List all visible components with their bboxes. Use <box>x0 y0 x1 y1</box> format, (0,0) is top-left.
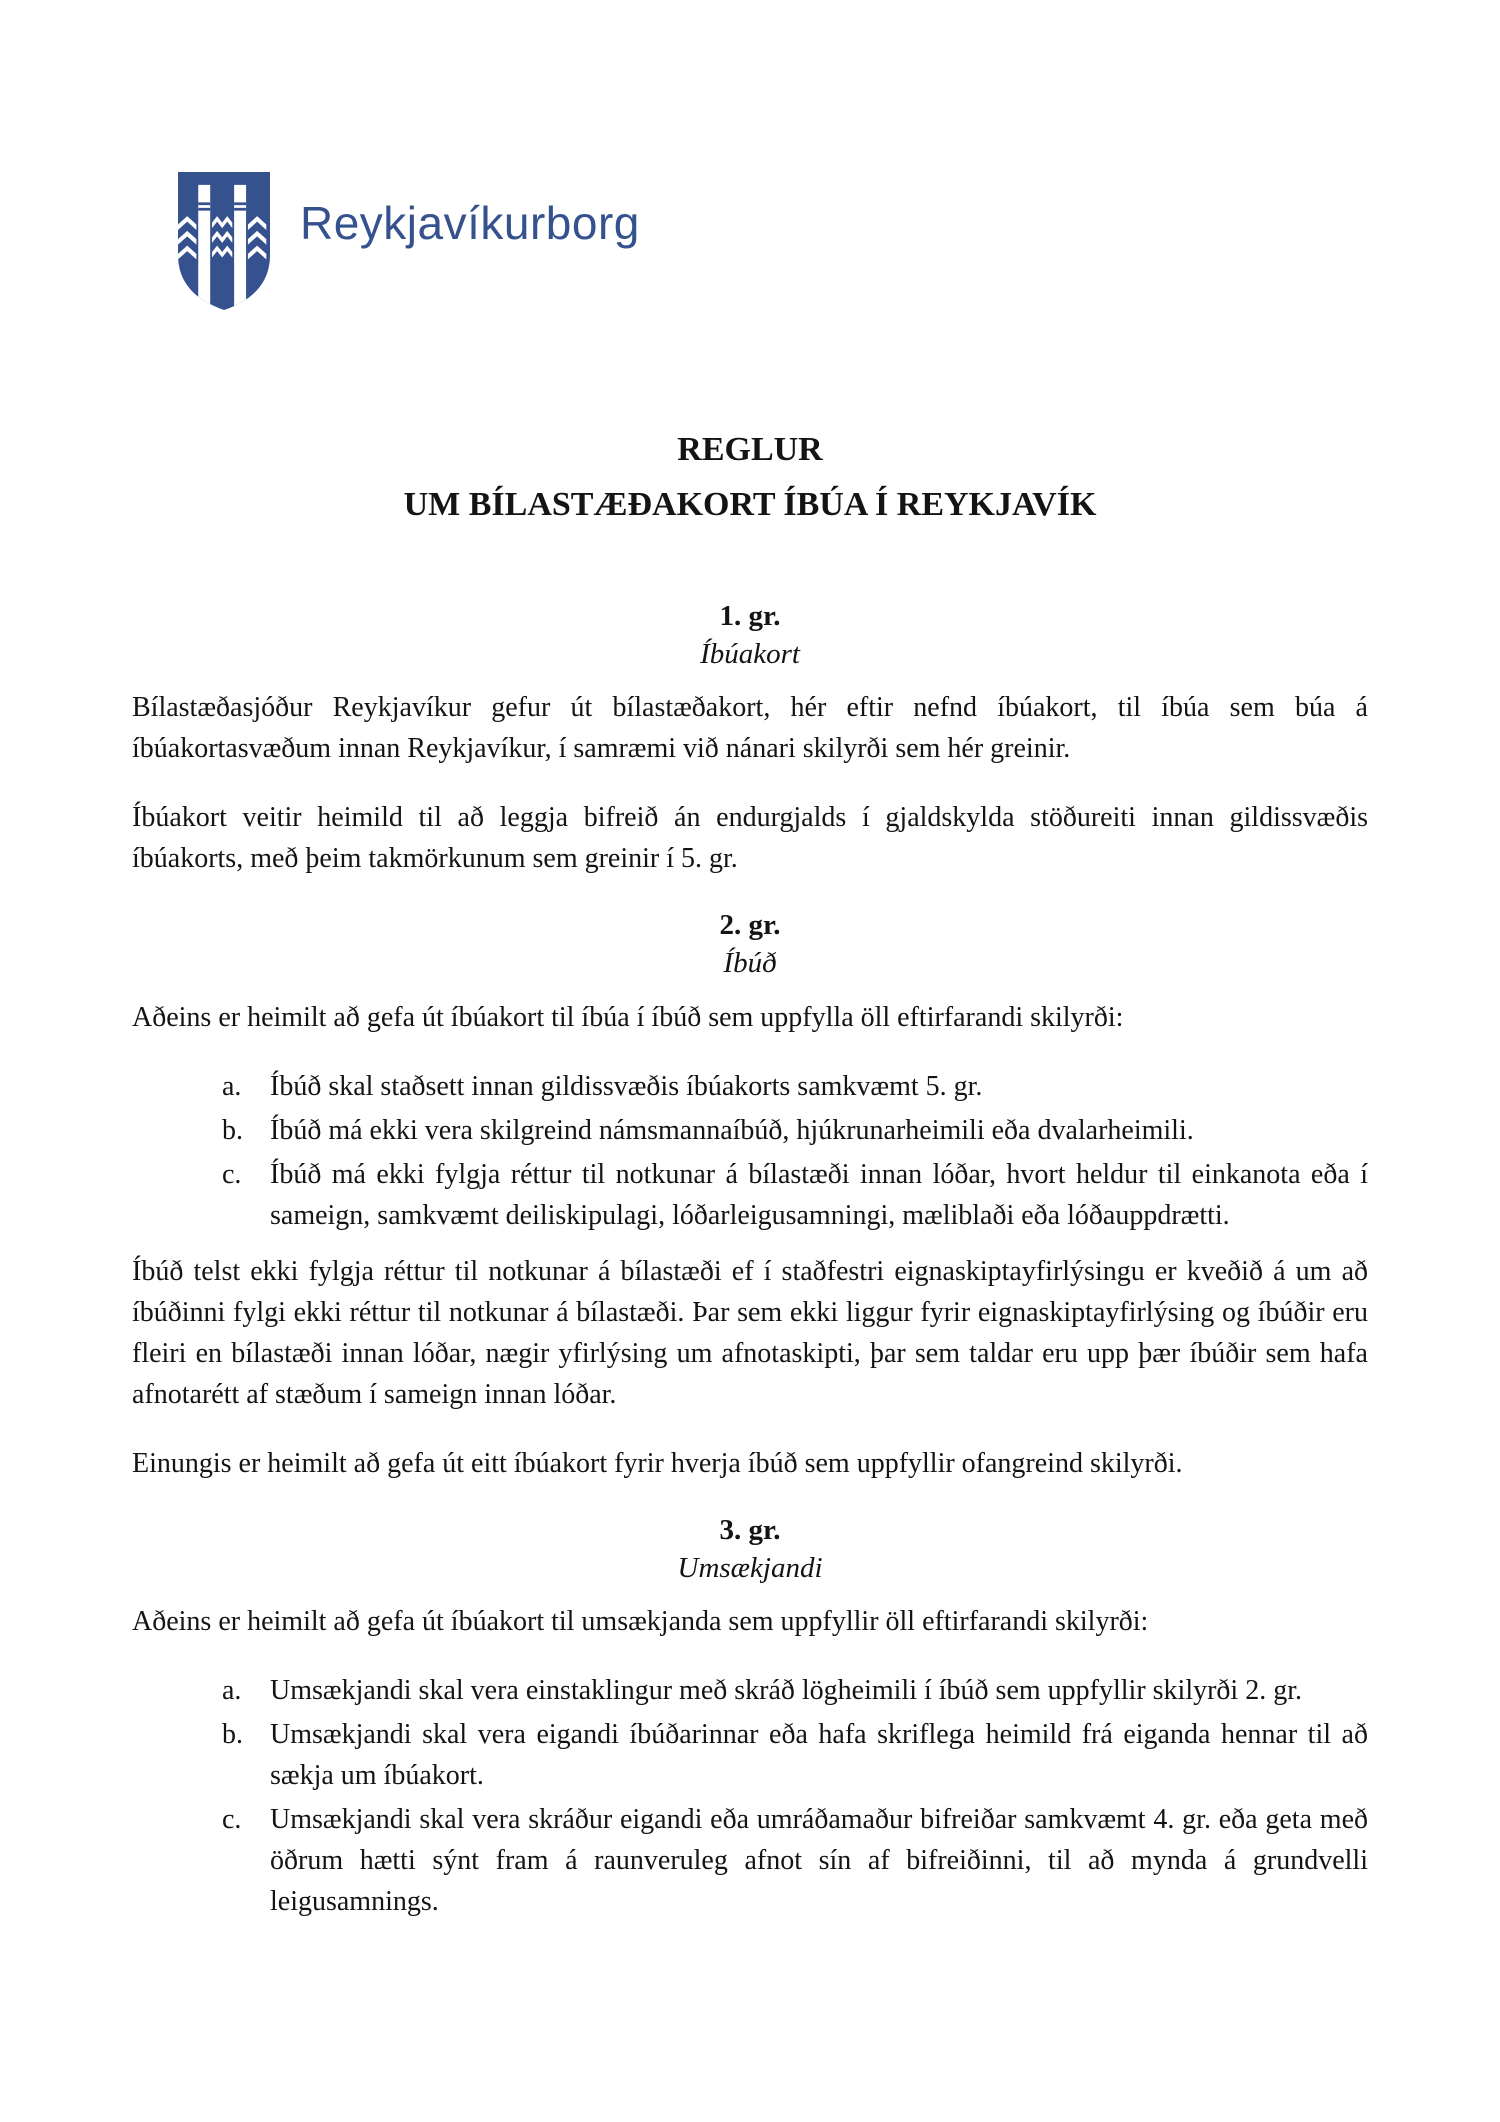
paragraph: Íbúakort veitir heimild til að leggja bifreið án endurgjalds í gjaldskylda stöðureiti innan gildissvæðis íbúakorts, með þeim takmörkunum sem greinir í 5. gr. <box>132 802 1368 875</box>
list-item-marker: a. <box>222 1070 242 1102</box>
document-title-line2: UM BÍLASTÆÐAKORT ÍBÚA Í REYKJAVÍK <box>403 485 1097 523</box>
list-item-marker: c. <box>222 1158 242 1190</box>
list-item-text: Umsækjandi skal vera skráður eigandi eða umráðamaður bifreiðar samkvæmt 4. gr. eða geta með öðrum hætti sýnt fram á raunveruleg afnot sín af bifreiðinni, til að mynda á grundvelli leigusamnings. <box>270 1804 1368 1918</box>
section-subtitle: Umsækjandi <box>677 1551 823 1584</box>
list-item <box>222 1799 1368 1922</box>
document-title-line1: REGLUR <box>677 431 823 468</box>
list-item-marker: c. <box>222 1804 242 1836</box>
list-item <box>222 1154 1368 1236</box>
section-2 <box>132 907 1368 1484</box>
list-item <box>222 1066 1368 1107</box>
ordered-list <box>132 1066 1368 1236</box>
paragraph: Aðeins er heimilt að gefa út íbúakort til umsækjanda sem uppfyllir öll eftirfarandi skilyrði: <box>132 1606 1149 1638</box>
section-1 <box>132 598 1368 880</box>
ordered-list <box>132 1670 1368 1922</box>
list-item <box>222 1714 1368 1796</box>
list-item-text: Umsækjandi skal vera einstaklingur með skráð lögheimili í íbúð sem uppfyllir skilyrði 2. gr. <box>270 1675 1302 1707</box>
paragraph: Bílastæðasjóður Reykjavíkur gefur út bílastæðakort, hér eftir nefnd íbúakort, til íbúa sem búa á íbúakortasvæðum innan Reykjavíkur, í samræmi við nánari skilyrði sem hér greinir. <box>132 692 1368 765</box>
list-item-text: Íbúð skal staðsett innan gildissvæðis íbúakorts samkvæmt 5. gr. <box>270 1070 983 1102</box>
section-heading: 2. gr. <box>719 909 781 942</box>
list-item-text: Íbúð má ekki fylgja réttur til notkunar á bílastæði innan lóðar, hvort heldur til einkanota eða í sameign, samkvæmt deiliskipulagi, lóðarleigusamningi, mæliblaði eða lóðauppdrætti. <box>270 1158 1368 1231</box>
logo-wordmark: Reykjavíkurborg <box>300 197 640 249</box>
paragraph: Aðeins er heimilt að gefa út íbúakort til íbúa í íbúð sem uppfylla öll eftirfarandi skilyrði: <box>132 1001 1124 1033</box>
list-item-marker: b. <box>222 1114 243 1146</box>
list-item-text: Íbúð má ekki vera skilgreind námsmannaíbúð, hjúkrunarheimili eða dvalarheimili. <box>270 1114 1194 1146</box>
section-3 <box>132 1512 1368 1923</box>
document-content <box>132 0 1368 1930</box>
list-item-marker: a. <box>222 1675 242 1707</box>
paragraph: Einungis er heimilt að gefa út eitt íbúakort fyrir hverja íbúð sem uppfyllir ofangreind skilyrði. <box>132 1447 1183 1479</box>
section-heading: 3. gr. <box>719 1513 781 1546</box>
section-subtitle: Íbúakort <box>700 637 800 670</box>
list-item-marker: b. <box>222 1719 243 1751</box>
paragraph: Íbúð telst ekki fylgja réttur til notkunar á bílastæði ef í staðfestri eignaskiptayfirlýsingu er kveðið á um að íbúðinni fylgi ekki réttur til notkunar á bílastæði. Þar sem ekki liggur fyrir eignaskiptayfirlýsing og íbúðir eru fleiri en bílastæði innan lóðar, nægir yfirlýsing um afnotaskipti, þar sem taldar eru upp þær íbúðir sem hafa afnotarétt af stæðum í sameign innan lóðar. <box>132 1255 1368 1410</box>
list-item <box>222 1110 1368 1151</box>
list-item <box>222 1670 1368 1711</box>
list-item-text: Umsækjandi skal vera eigandi íbúðarinnar eða hafa skriflega heimild frá eiganda hennar til að sækja um íbúakort. <box>270 1719 1368 1792</box>
section-subtitle: Íbúð <box>723 947 777 980</box>
section-heading: 1. gr. <box>719 599 781 632</box>
